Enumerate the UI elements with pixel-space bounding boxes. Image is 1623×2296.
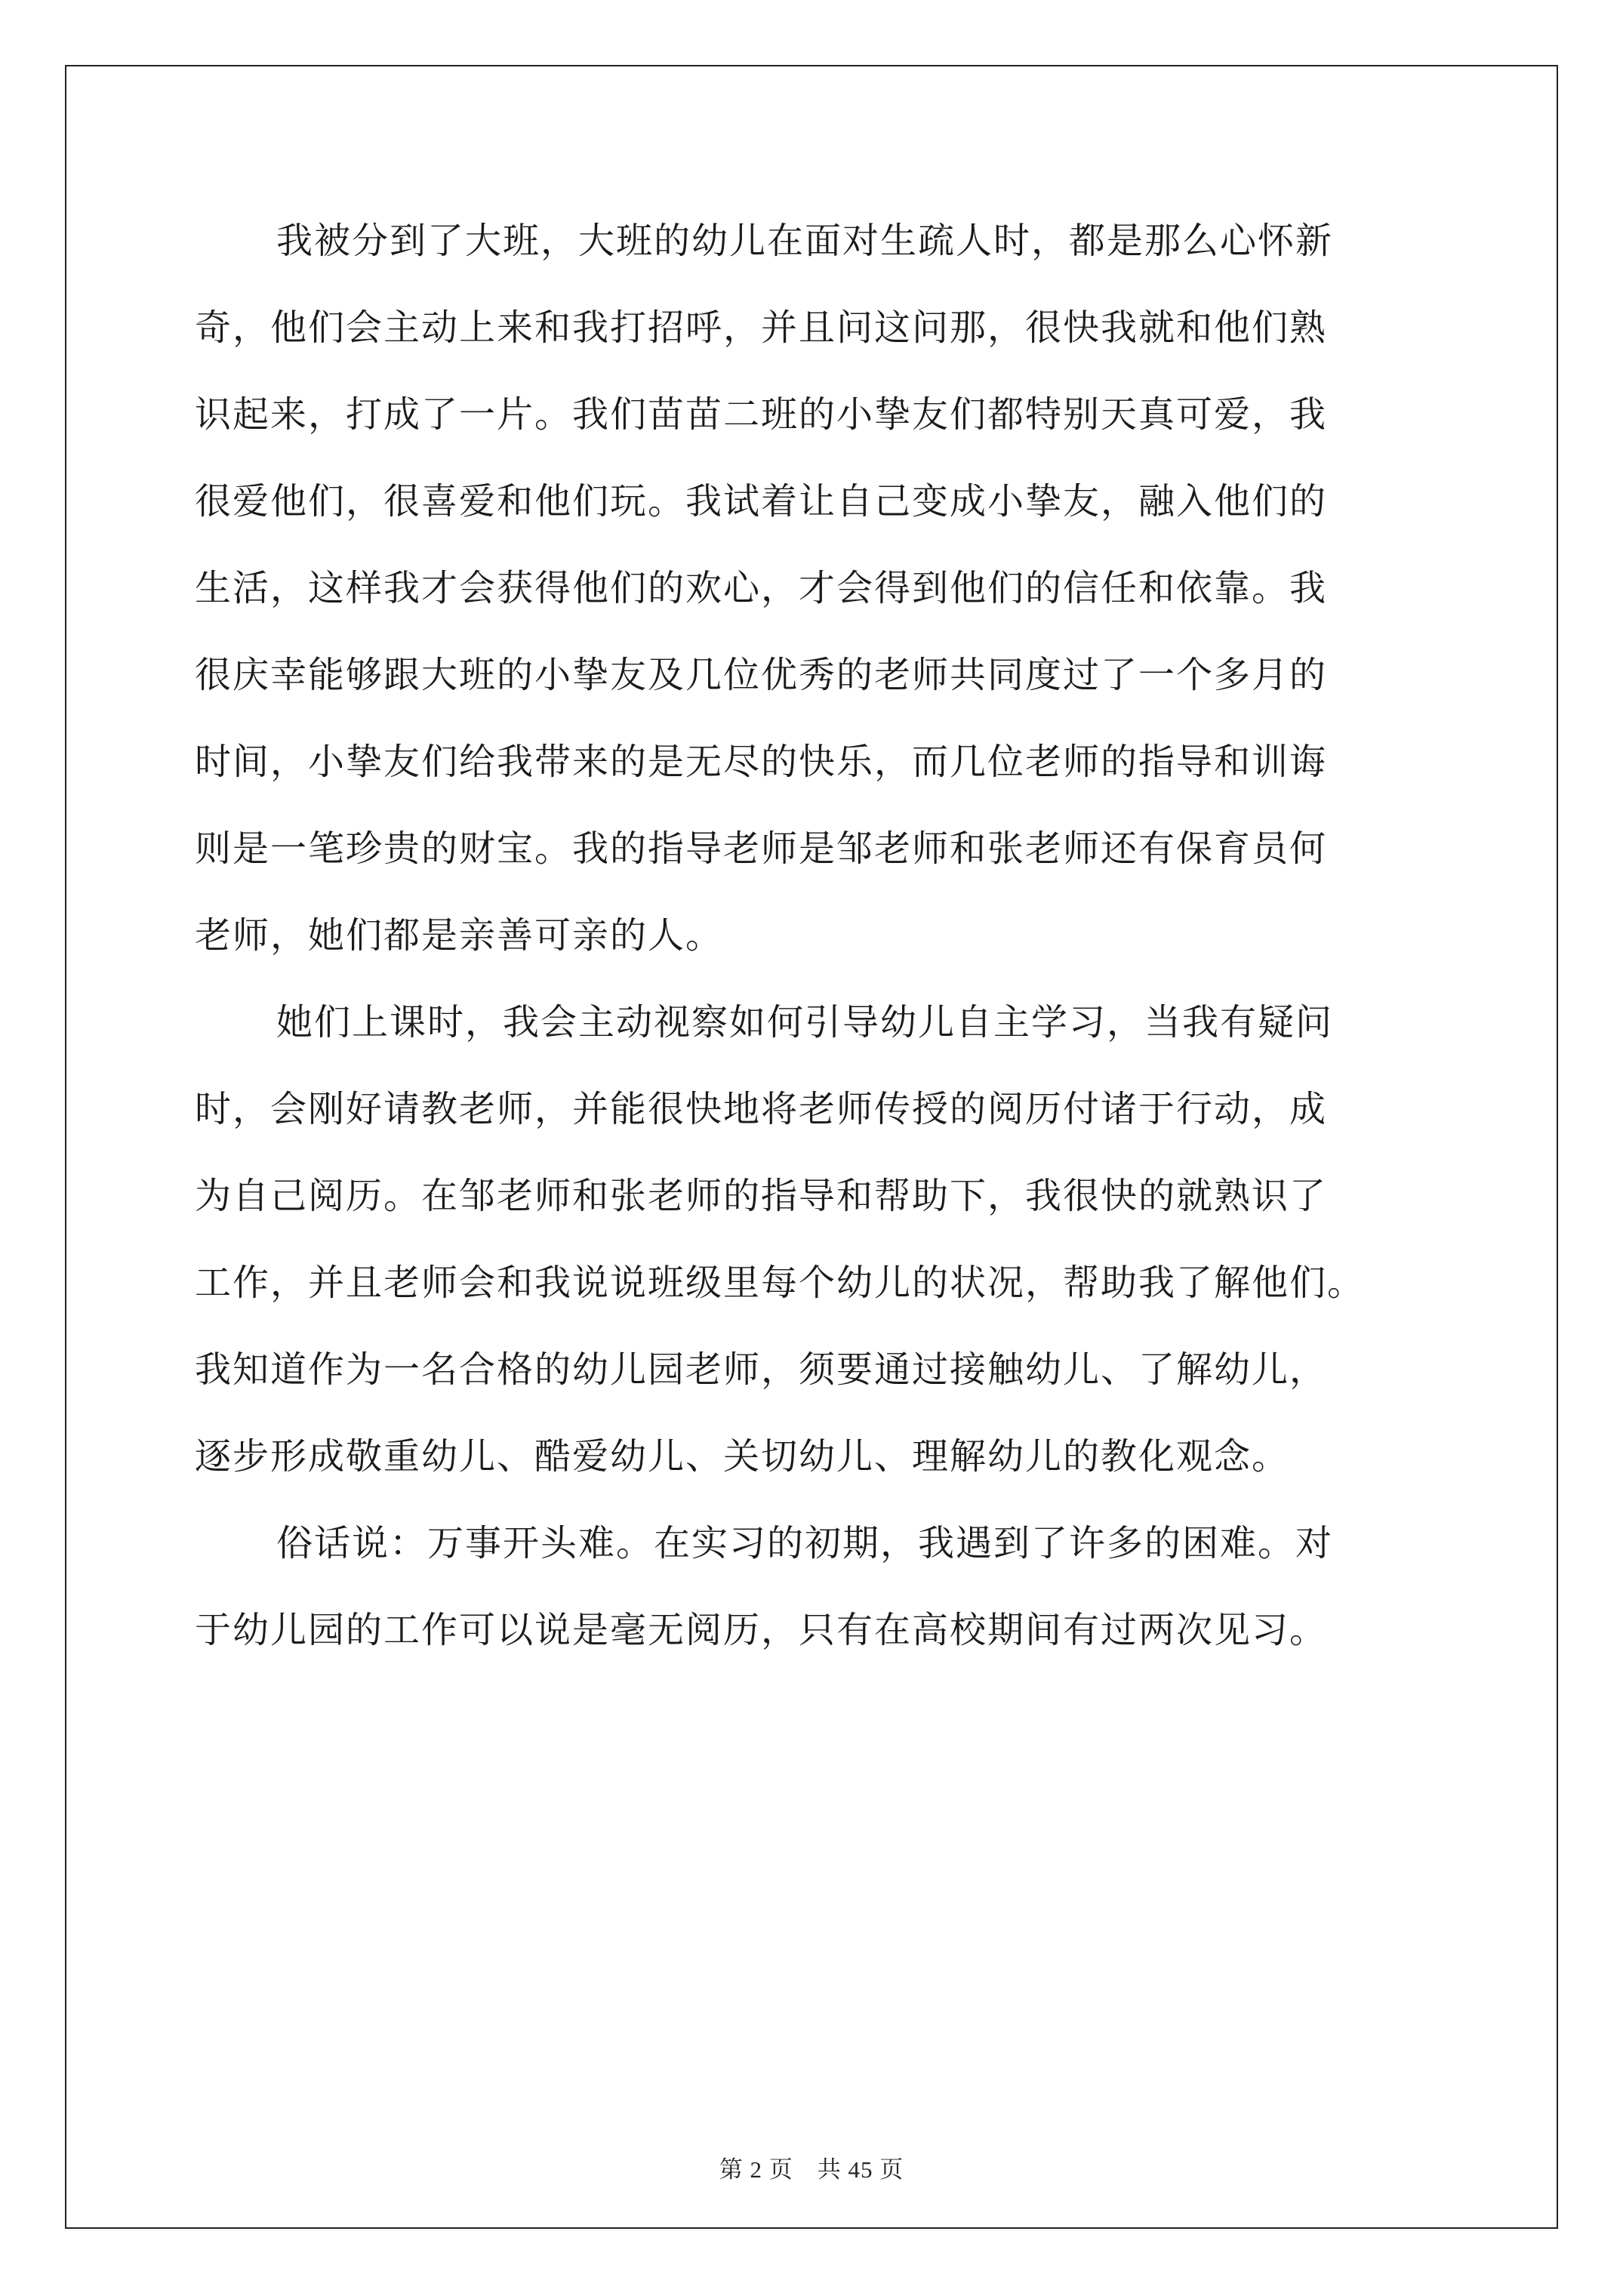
text-line: 时间，小挚友们给我带来的是无尽的快乐，而几位老师的指导和训诲 — [195, 741, 1328, 783]
text-line: 为自己阅历。在邹老师和张老师的指导和帮助下，我很快的就熟识了 — [195, 1175, 1328, 1217]
text-line: 我被分到了大班，大班的幼儿在面对生疏人时，都是那么心怀新 — [276, 220, 1334, 262]
text-line: 逐步形成敬重幼儿、酷爱幼儿、关切幼儿、理解幼儿的教化观念。 — [195, 1435, 1290, 1478]
document-body — [195, 198, 1448, 1674]
paragraph-1 — [195, 198, 1448, 979]
text-line: 很爱他们，很喜爱和他们玩。我试着让自己变成小挚友，融入他们的 — [195, 480, 1328, 522]
text-line: 于幼儿园的工作可以说是毫无阅历，只有在高校期间有过两次见习。 — [195, 1609, 1328, 1651]
text-line: 时，会刚好请教老师，并能很快地将老师传授的阅历付诸于行动，成 — [195, 1088, 1328, 1130]
paragraph-2 — [195, 979, 1448, 1500]
text-line: 老师，她们都是亲善可亲的人。 — [195, 914, 724, 957]
text-line: 俗话说：万事开头难。在实习的初期，我遇到了许多的困难。对 — [276, 1522, 1334, 1564]
text-line: 她们上课时，我会主动视察如何引导幼儿自主学习，当我有疑问 — [276, 1001, 1334, 1043]
text-line: 则是一笔珍贵的财宝。我的指导老师是邹老师和张老师还有保育员何 — [195, 827, 1328, 870]
text-line: 工作，并且老师会和我说说班级里每个幼儿的状况，帮助我了解他们。 — [195, 1262, 1366, 1304]
text-line: 奇，他们会主动上来和我打招呼，并且问这问那，很快我就和他们熟 — [195, 307, 1328, 349]
paragraph-3 — [195, 1500, 1448, 1674]
text-line: 我知道作为一名合格的幼儿园老师，须要通过接触幼儿、了解幼儿， — [195, 1348, 1328, 1391]
page-number-footer: 第 2 页 共 45 页 — [719, 2156, 904, 2183]
text-line: 识起来，打成了一片。我们苗苗二班的小挚友们都特别天真可爱，我 — [195, 393, 1328, 436]
text-line: 很庆幸能够跟大班的小挚友及几位优秀的老师共同度过了一个多月的 — [195, 654, 1328, 696]
text-line: 生活，这样我才会获得他们的欢心，才会得到他们的信任和依靠。我 — [195, 567, 1328, 609]
